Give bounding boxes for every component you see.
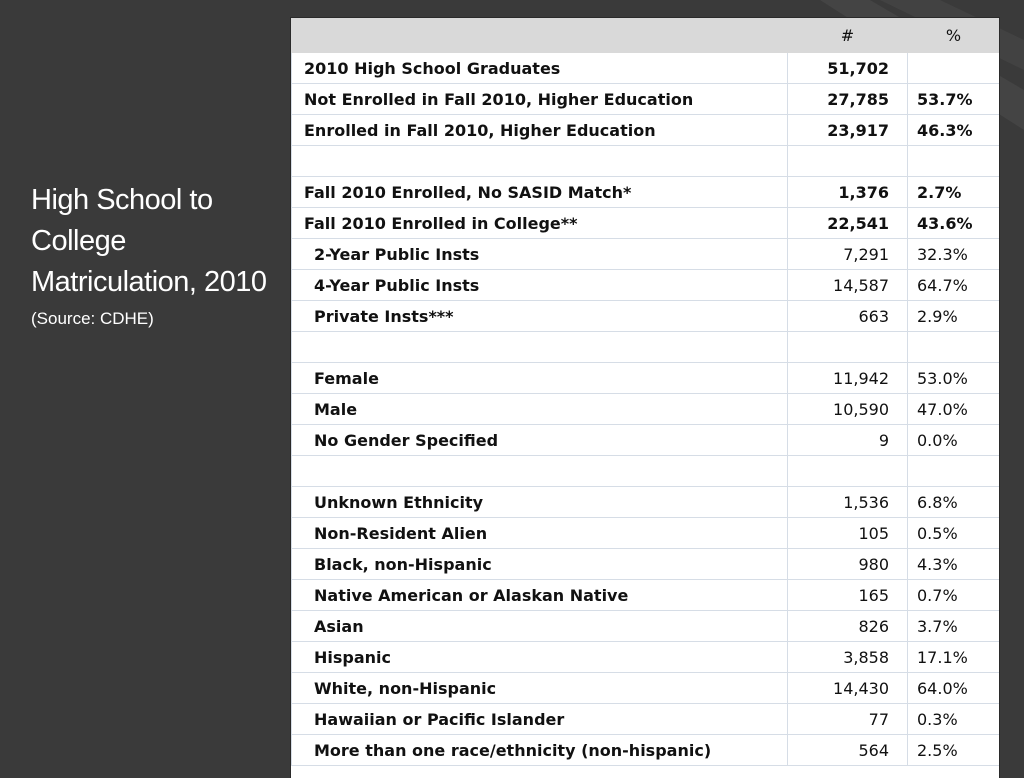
row-label: Male xyxy=(292,394,788,425)
row-count: 14,587 xyxy=(788,270,908,301)
row-percent: 64.0% xyxy=(908,673,1000,704)
row-percent: 6.8% xyxy=(908,487,1000,518)
table-row xyxy=(292,456,1000,487)
row-count: 23,917 xyxy=(788,115,908,146)
table-row xyxy=(292,580,1000,611)
table-row xyxy=(292,115,1000,146)
row-count: 564 xyxy=(788,735,908,766)
table-row xyxy=(292,53,1000,84)
table-header-row xyxy=(292,19,1000,53)
row-percent: 46.3% xyxy=(908,115,1000,146)
row-percent: 47.0% xyxy=(908,394,1000,425)
row-label: 4-Year Public Insts xyxy=(292,270,788,301)
table-row xyxy=(292,425,1000,456)
table-row xyxy=(292,642,1000,673)
row-label: 2010 High School Graduates xyxy=(292,53,788,84)
table-row xyxy=(292,301,1000,332)
row-percent: 3.7% xyxy=(908,611,1000,642)
table-row xyxy=(292,704,1000,735)
table-row xyxy=(292,549,1000,580)
table-row xyxy=(292,177,1000,208)
row-label: No Gender Specified xyxy=(292,425,788,456)
row-label: Private Insts*** xyxy=(292,301,788,332)
table-row xyxy=(292,146,1000,177)
row-count: 27,785 xyxy=(788,84,908,115)
row-label: Asian xyxy=(292,611,788,642)
row-percent: 0.0% xyxy=(908,425,1000,456)
row-percent: 64.7% xyxy=(908,270,1000,301)
matriculation-table-panel xyxy=(291,18,999,778)
row-count: 980 xyxy=(788,549,908,580)
source-note: (Source: CDHE) xyxy=(31,309,154,328)
table-row xyxy=(292,518,1000,549)
row-count: 3,858 xyxy=(788,642,908,673)
row-count: 51,702 xyxy=(788,53,908,84)
table-row xyxy=(292,673,1000,704)
matriculation-table xyxy=(291,18,999,766)
row-label: Hawaiian or Pacific Islander xyxy=(292,704,788,735)
row-label: Non-Resident Alien xyxy=(292,518,788,549)
row-percent: 53.7% xyxy=(908,84,1000,115)
row-percent: 4.3% xyxy=(908,549,1000,580)
row-count xyxy=(788,456,908,487)
table-row xyxy=(292,332,1000,363)
row-label xyxy=(292,146,788,177)
table-row xyxy=(292,735,1000,766)
header-label xyxy=(292,19,788,53)
row-label: Fall 2010 Enrolled, No SASID Match* xyxy=(292,177,788,208)
row-percent: 2.5% xyxy=(908,735,1000,766)
row-label: Unknown Ethnicity xyxy=(292,487,788,518)
table-row xyxy=(292,611,1000,642)
row-count: 826 xyxy=(788,611,908,642)
row-percent: 32.3% xyxy=(908,239,1000,270)
table-row xyxy=(292,239,1000,270)
row-percent: 0.7% xyxy=(908,580,1000,611)
row-label: Enrolled in Fall 2010, Higher Education xyxy=(292,115,788,146)
row-percent xyxy=(908,146,1000,177)
row-label: White, non-Hispanic xyxy=(292,673,788,704)
row-count: 9 xyxy=(788,425,908,456)
table-row xyxy=(292,84,1000,115)
row-count: 14,430 xyxy=(788,673,908,704)
row-percent: 2.9% xyxy=(908,301,1000,332)
row-percent: 17.1% xyxy=(908,642,1000,673)
row-count: 77 xyxy=(788,704,908,735)
slide-title-block xyxy=(31,180,281,329)
row-percent: 2.7% xyxy=(908,177,1000,208)
table-row xyxy=(292,270,1000,301)
row-label: Native American or Alaskan Native xyxy=(292,580,788,611)
table-row xyxy=(292,363,1000,394)
header-percent: % xyxy=(908,19,1000,53)
row-count: 1,376 xyxy=(788,177,908,208)
row-count: 22,541 xyxy=(788,208,908,239)
row-count xyxy=(788,146,908,177)
header-count: # xyxy=(788,19,908,53)
row-count: 7,291 xyxy=(788,239,908,270)
table-row xyxy=(292,487,1000,518)
row-label: Black, non-Hispanic xyxy=(292,549,788,580)
row-percent xyxy=(908,332,1000,363)
table-row xyxy=(292,394,1000,425)
row-label: More than one race/ethnicity (non-hispanic) xyxy=(292,735,788,766)
row-percent: 43.6% xyxy=(908,208,1000,239)
table-body xyxy=(292,53,1000,766)
slide-title: High School to College Matriculation, 2010 xyxy=(31,184,267,298)
row-percent: 53.0% xyxy=(908,363,1000,394)
row-count: 11,942 xyxy=(788,363,908,394)
row-count: 10,590 xyxy=(788,394,908,425)
row-percent: 0.3% xyxy=(908,704,1000,735)
row-count: 663 xyxy=(788,301,908,332)
row-label: Not Enrolled in Fall 2010, Higher Education xyxy=(292,84,788,115)
row-label: Fall 2010 Enrolled in College** xyxy=(292,208,788,239)
row-label xyxy=(292,456,788,487)
row-count: 1,536 xyxy=(788,487,908,518)
row-count: 165 xyxy=(788,580,908,611)
table-row xyxy=(292,208,1000,239)
row-percent xyxy=(908,456,1000,487)
row-percent: 0.5% xyxy=(908,518,1000,549)
row-label: 2-Year Public Insts xyxy=(292,239,788,270)
row-percent xyxy=(908,53,1000,84)
row-label: Hispanic xyxy=(292,642,788,673)
row-count xyxy=(788,332,908,363)
row-label xyxy=(292,332,788,363)
row-label: Female xyxy=(292,363,788,394)
row-count: 105 xyxy=(788,518,908,549)
